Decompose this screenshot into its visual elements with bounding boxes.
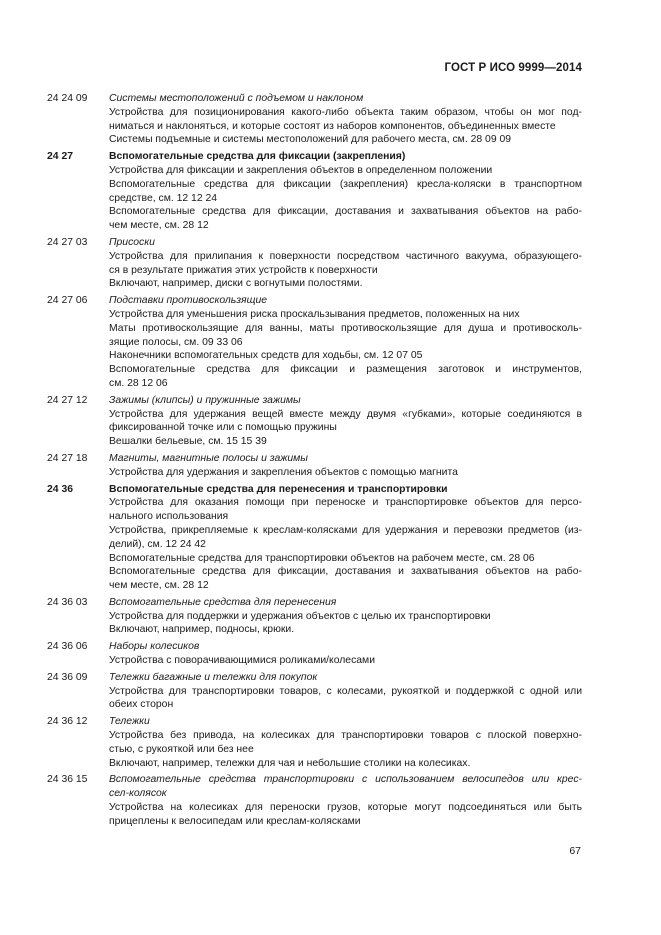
entry-title: Магниты, магнитные полосы и зажимы (109, 452, 308, 464)
entry-text-line: Вспомогательные средства для транспортировки объектов на рабочем месте, см. 28 06 (109, 552, 535, 564)
entry-text-line: Вспомогательные средства для фиксации, доставания и захватывания объектов на рабо- (109, 206, 582, 218)
entry-text-line: Устройства для транспортировки товаров, с колесами, рукояткой и поддержкой с одной или (109, 685, 582, 697)
entry-text-line: Устройства для прилипания к поверхности посредством частичного вакуума, образующего- (109, 250, 582, 262)
classification-entry (47, 394, 582, 449)
entry-text-line: прицеплены к велосипедам или креслам-колясками (109, 815, 361, 827)
entry-title: Зажимы (клипсы) и пружинные зажимы (109, 394, 301, 406)
entry-text-line: Устройства, прикрепляемые к креслам-колясками для удержания и перевозки предметов (из- (109, 524, 582, 536)
entry-body (109, 294, 582, 391)
page-number: 67 (569, 845, 581, 857)
entry-text-line: Наконечники вспомогательных средств для ходьбы, см. 12 07 05 (109, 350, 423, 362)
entry-code: 24 36 12 (47, 716, 88, 728)
entry-code: 24 27 06 (47, 295, 88, 307)
classification-entry (47, 452, 582, 480)
classification-entry (47, 294, 582, 391)
entry-code: 24 24 09 (47, 93, 88, 104)
entry-text-line: см. 28 12 06 (109, 377, 168, 389)
entry-body (109, 92, 582, 147)
entry-text-line: Устройства для удержания и закрепления объектов с помощью магнита (109, 466, 458, 478)
entry-text-line: Устройства для уменьшения риска проскальзывания предметов, положенных на них (109, 308, 520, 320)
entry-text-line: нального использования (109, 511, 229, 523)
entry-body (109, 640, 582, 668)
entry-code: 24 36 15 (47, 774, 88, 786)
entry-text-line: Устройства для поддержки и удержания объектов с целью их транспортировки (109, 610, 491, 622)
entry-text-line: делий), см. 12 24 42 (109, 538, 206, 550)
entry-text-line: ся в результате прижатия этих устройств к поверхности (109, 264, 378, 276)
entry-body (109, 596, 582, 637)
entry-body (109, 150, 582, 233)
entry-title: Системы местоположений с подъемом и наклоном (109, 93, 364, 104)
entry-body (109, 671, 582, 712)
entry-text-line: Включают, например, тележки для чая и небольшие столики на колесиках. (109, 757, 471, 769)
classification-entries (47, 92, 582, 832)
entry-text-line: Устройства для позиционирования какого-либо объекта таким образом, чтобы он мог под- (109, 106, 582, 118)
entry-code: 24 27 03 (47, 236, 88, 248)
entry-text-line: обеих сторон (109, 699, 174, 711)
entry-text-line: Устройства для оказания помощи при переноске и транспортировке объектов для персо- (109, 497, 582, 509)
entry-title: Вспомогательные средства для перенесения (109, 596, 337, 608)
entry-title: Наборы колесиков (109, 641, 200, 653)
entry-body (109, 452, 582, 480)
entry-text-line: Вспомогательные средства для фиксации (закрепления) кресла-коляски в транспортном (109, 178, 582, 190)
entry-code: 24 36 03 (47, 596, 88, 608)
entry-text-line: стью, с рукояткой или без нее (109, 743, 254, 755)
document-header: ГОСТ Р ИСО 9999—2014 (444, 62, 582, 74)
entry-text-line: фиксированной точке или с помощью пружины (109, 422, 337, 434)
classification-entry (47, 236, 582, 291)
entry-text-line: средстве, см. 12 12 24 (109, 192, 218, 204)
entry-title: Вспомогательные средства для фиксации (закрепления) (109, 151, 406, 163)
entry-body (109, 236, 582, 291)
entry-code: 24 27 18 (47, 452, 88, 464)
entry-text-line: Устройства для фиксации и закрепления объектов в определенном положении (109, 164, 493, 176)
entry-text-line: Вспомогательные средства для фиксации, доставания и захватывания объектов на рабо- (109, 566, 582, 578)
entry-title: Тележки (109, 716, 150, 728)
classification-entry (47, 671, 582, 712)
entry-text-line: Устройства для удержания вещей вместе между двумя «губками», которые соединяются в (109, 408, 582, 420)
entry-text-line: Устройства с поворачивающимися роликами/колесами (109, 655, 376, 667)
entry-text-line: ниматься и наклоняться, и которые состоят из наборов компонентов, объединенных вместе (109, 120, 556, 132)
entry-text-line: Устройства на колесиках для переноски грузов, которые могут подсоединяться или быть (109, 802, 582, 814)
entry-text-line: чем месте, см. 28 12 (109, 580, 209, 592)
classification-entry (47, 640, 582, 668)
entry-code: 24 27 (47, 151, 74, 163)
entry-code: 24 36 06 (47, 641, 88, 653)
classification-entry (47, 773, 582, 828)
entry-title: Подставки противоскользящие (109, 295, 268, 307)
entry-title: Вспомогательные средства транспортировки с использованием велосипедов или крес- сел-колясок (109, 774, 582, 800)
entry-body (109, 483, 582, 593)
entry-text-line: Системы подъемные и системы местоположений для рабочего места, см. 28 09 09 (109, 134, 512, 146)
classification-entry (47, 596, 582, 637)
entry-title: Присоски (109, 236, 155, 248)
classification-entry (47, 150, 582, 233)
entry-body (109, 394, 582, 449)
entry-code: 24 36 09 (47, 671, 88, 683)
entry-text-line: Включают, например, диски с вогнутыми полостями. (109, 278, 363, 290)
entry-text-line: чем месте, см. 28 12 (109, 220, 209, 232)
entry-text-line: Вспомогательные средства для фиксации и размещения заготовок и инструментов, (109, 364, 582, 376)
entry-text-line: Включают, например, подносы, крюки. (109, 624, 295, 636)
entry-text-line: Маты противоскользящие для ванны, маты противоскользящие для душа и противосколь- (109, 322, 582, 334)
entry-body (109, 715, 582, 770)
classification-entry (47, 715, 582, 770)
entry-body (109, 773, 582, 828)
classification-entry (47, 92, 582, 147)
entry-code: 24 27 12 (47, 394, 88, 406)
entry-text-line: Устройства без привода, на колесиках для транспортировки товаров с плоской поверхно- (109, 730, 582, 742)
classification-entry (47, 483, 582, 593)
entry-title: Тележки багажные и тележки для покупок (109, 671, 318, 683)
entry-title: Вспомогательные средства для перенесения и транспортировки (109, 483, 448, 495)
entry-text-line: зящие полосы, см. 09 33 06 (109, 336, 243, 348)
entry-code: 24 36 (47, 483, 74, 495)
entry-text-line: Вешалки бельевые, см. 15 15 39 (109, 436, 267, 448)
